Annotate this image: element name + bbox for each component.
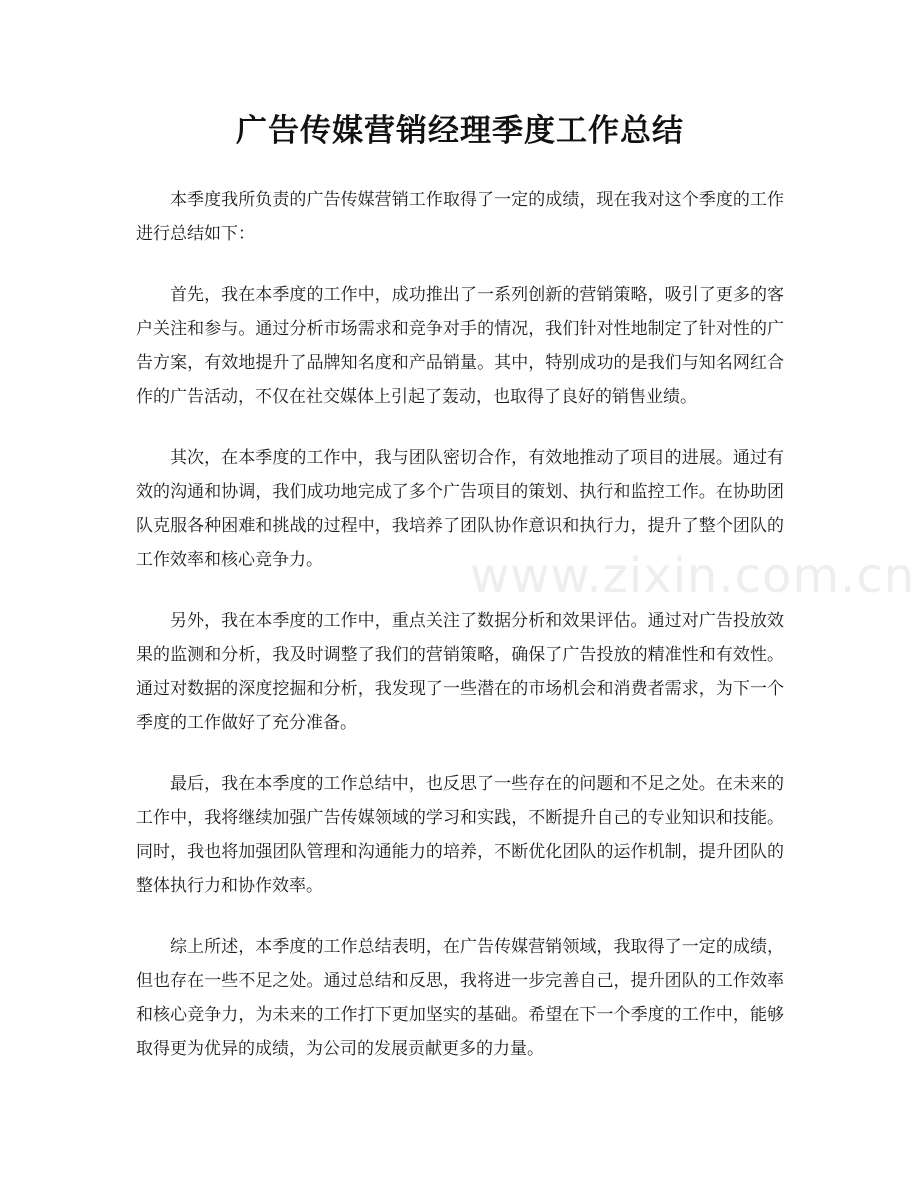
document-body <box>136 183 784 1093</box>
paragraph-intro: 本季度我所负责的广告传媒营销工作取得了一定的成绩，现在我对这个季度的工作进行总结如下： <box>136 190 784 244</box>
paragraph-additionally: 另外，我在本季度的工作中，重点关注了数据分析和效果评估。通过对广告投放效果的监测和分析，我及时调整了我们的营销策略，确保了广告投放的精准性和有效性。通过对数据的深度挖掘和分析，我发现了一些潜在的市场机会和消费者需求，为下一个季度的工作做好了充分准备。 <box>136 611 784 733</box>
document-title: 广告传媒营销经理季度工作总结 <box>236 113 684 149</box>
paragraph-conclusion: 综上所述，本季度的工作总结表明，在广告传媒营销领域，我取得了一定的成绩，但也存在一些不足之处。通过总结和反思，我将进一步完善自己，提升团队的工作效率和核心竞争力，为未来的工作打下更加坚实的基础。希望在下一个季度的工作中，能够取得更为优异的成绩，为公司的发展贡献更多的力量。 <box>136 937 784 1059</box>
paragraph-second: 其次，在本季度的工作中，我与团队密切合作，有效地推动了项目的进展。通过有效的沟通和协调，我们成功地完成了多个广告项目的策划、执行和监控工作。在协助团队克服各种困难和挑战的过程中，我培养了团队协作意识和执行力，提升了整个团队的工作效率和核心竞争力。 <box>136 448 784 570</box>
paragraph-first: 首先，我在本季度的工作中，成功推出了一系列创新的营销策略，吸引了更多的客户关注和参与。通过分析市场需求和竞争对手的情况，我们针对性地制定了针对性的广告方案，有效地提升了品牌知名度和产品销量。其中，特别成功的是我们与知名网红合作的广告活动，不仅在社交媒体上引起了轰动，也取得了良好的销售业绩。 <box>136 285 784 407</box>
watermark: www.zixin.com.cn <box>470 548 916 604</box>
paragraph-finally: 最后，我在本季度的工作总结中，也反思了一些存在的问题和不足之处。在未来的工作中，我将继续加强广告传媒领域的学习和实践，不断提升自己的专业知识和技能。同时，我也将加强团队管理和沟通能力的培养，不断优化团队的运作机制，提升团队的整体执行力和协作效率。 <box>136 774 784 896</box>
